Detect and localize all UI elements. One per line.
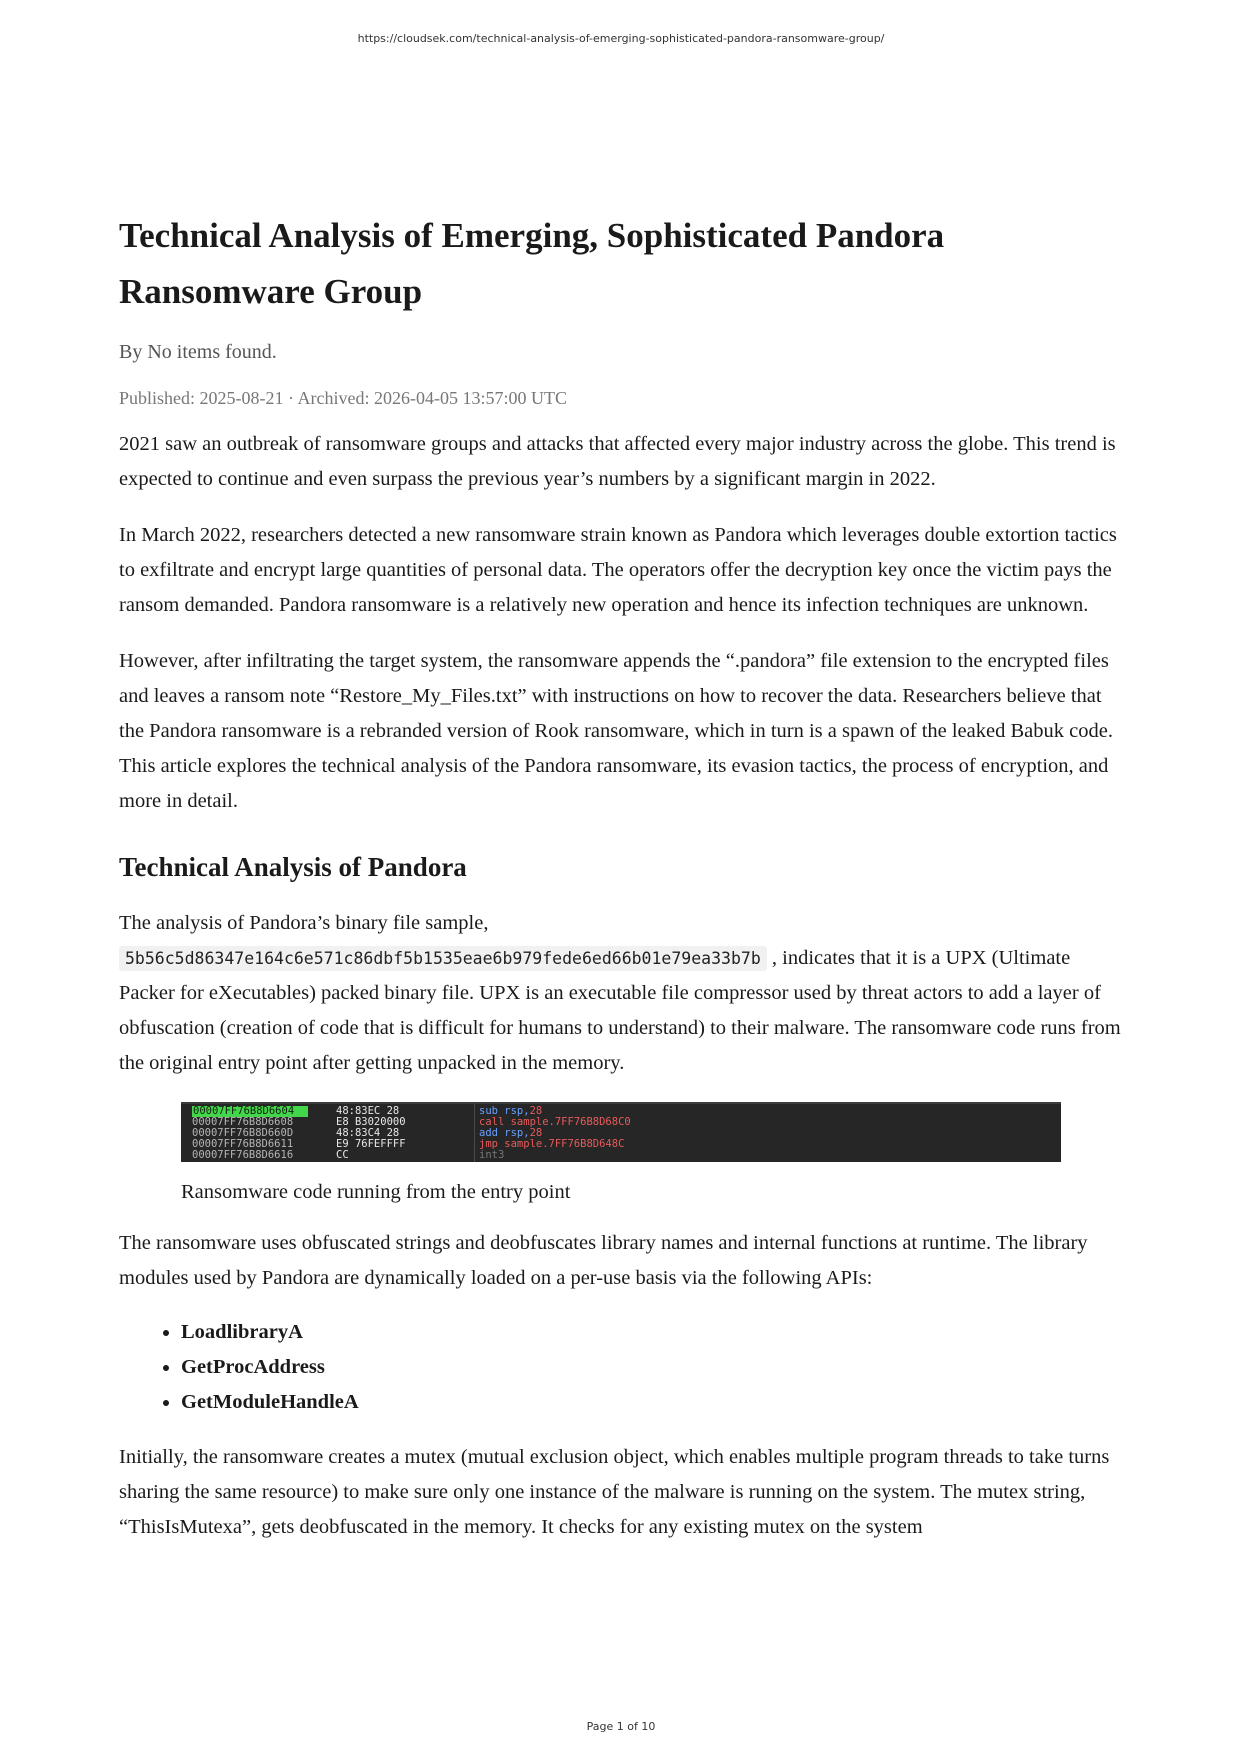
disasm-arg: 28 (529, 1105, 543, 1117)
paragraph-analysis (119, 906, 1129, 1081)
disasm-instruction: int3 (479, 1149, 505, 1161)
entry-point-figure (181, 1102, 1129, 1207)
sample-hash: 5b56c5d86347e164c6e571c86dbf5b1535eae6b979fede6ed66b01e79ea33b7b (119, 946, 767, 971)
article (119, 208, 1129, 1545)
disasm-op: add rsp, (479, 1127, 530, 1139)
disasm-op: sub rsp, (479, 1105, 530, 1117)
paragraph-obfuscation: The ransomware uses obfuscated strings and deobfuscates library names and internal functions at runtime. The library modules used by Pandora are dynamically loaded on a per-use basis via the following APIs: (119, 1232, 1088, 1289)
disasm-row (181, 1117, 1061, 1128)
disasm-bytes: 48:83EC 28 (336, 1105, 400, 1117)
page-url: https://cloudsek.com/technical-analysis-of-emerging-sophisticated-pandora-ransomware-group/ (357, 32, 885, 45)
api-list (119, 1315, 1129, 1420)
list-item: LoadlibraryA (181, 1315, 1129, 1350)
publish-meta: Published: 2025-08-21 · Archived: 2026-04-05 13:57:00 UTC (119, 388, 567, 408)
disasm-address: 00007FF76B8D6604 (192, 1106, 308, 1117)
disasm-address: 00007FF76B8D6608 (192, 1116, 294, 1128)
list-item: GetModuleHandleA (181, 1385, 1129, 1420)
figure-caption: Ransomware code running from the entry point (181, 1181, 571, 1203)
page-number: Page 1 of 10 (586, 1720, 656, 1733)
disasm-address: 00007FF76B8D6616 (192, 1149, 294, 1161)
paragraph-discovery: In March 2022, researchers detected a new ransomware strain known as Pandora which leverages double extortion tactics to exfiltrate and encrypt large quantities of personal data. The operators offer the decryption key once the victim pays the ransom demanded. Pandora ransomware is a relatively new operation and hence its infection techniques are unknown. (119, 524, 1117, 616)
disasm-row (181, 1150, 1061, 1161)
disasm-row (181, 1139, 1061, 1150)
disasm-bytes: E8 B3020000 (336, 1116, 406, 1128)
list-item: GetProcAddress (181, 1350, 1129, 1385)
disasm-bytes: 48:83C4 28 (336, 1127, 400, 1139)
byline: By No items found. (119, 341, 277, 363)
analysis-text-before: The analysis of Pandora’s binary file sample, (119, 912, 489, 934)
analysis-text-after: , indicates that it is a UPX (Ultimate Packer for eXecutables) packed binary file. UPX is an executable file compressor used by threat actors to add a layer of obfuscation (creation of code that is difficult for humans to understand) to their malware. The ransomware code runs from the original entry point after getting unpacked in the memory. (119, 947, 1121, 1074)
paragraph-mutex: Initially, the ransomware creates a mutex (mutual exclusion object, which enables multiple program threads to take turns sharing the same resource) to make sure only one instance of the malware is running on the system. The mutex string, “ThisIsMutexa”, gets deobfuscated in the memory. It checks for any existing mutex on the system (119, 1446, 1110, 1538)
disassembly-screenshot (181, 1102, 1061, 1162)
disasm-arg: 28 (529, 1127, 543, 1139)
section-heading: Technical Analysis of Pandora (119, 852, 467, 882)
disasm-instruction: call sample.7FF76B8D68C0 (479, 1116, 631, 1128)
paragraph-overview: However, after infiltrating the target system, the ransomware appends the “.pandora” file extension to the encrypted files and leaves a ransom note “Restore_My_Files.txt” with instructions on how to recover the data. Researchers believe that the Pandora ransomware is a rebranded version of Rook ransomware, which in turn is a spawn of the leaked Babuk code. This article explores the technical analysis of the Pandora ransomware, its evasion tactics, the process of encryption, and more in detail. (119, 650, 1113, 812)
disasm-instruction: jmp sample.7FF76B8D648C (479, 1138, 625, 1150)
disasm-address: 00007FF76B8D660D (192, 1127, 294, 1139)
disasm-bytes: CC (336, 1149, 349, 1161)
article-title: Technical Analysis of Emerging, Sophisticated Pandora Ransomware Group (119, 216, 945, 311)
disasm-address: 00007FF76B8D6611 (192, 1138, 294, 1150)
paragraph-intro: 2021 saw an outbreak of ransomware groups and attacks that affected every major industry across the globe. This trend is expected to continue and even surpass the previous year’s numbers by a significant margin in 2022. (119, 433, 1116, 490)
disasm-bytes: E9 76FEFFFF (336, 1138, 406, 1150)
